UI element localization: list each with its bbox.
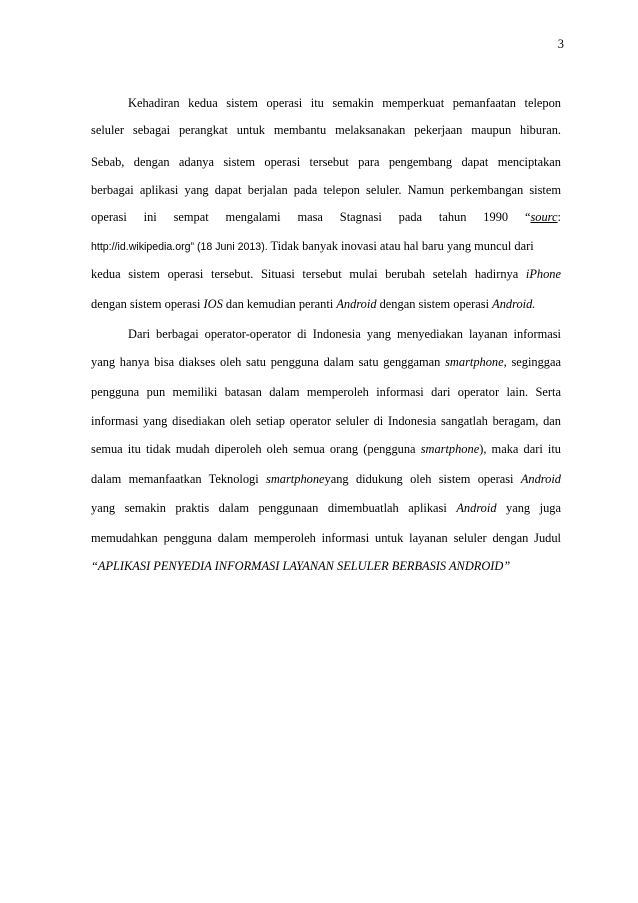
paragraph-1-line-4: berbagai aplikasi yang dapat berjalan pada telepon seluler. Namun perkembangan sistem xyxy=(91,183,561,197)
app-title-text: “APLIKASI PENYEDIA INFORMASI LAYANAN SELULER BERBASIS ANDROID” xyxy=(91,559,511,573)
line-8-text-a: dengan sistem operasi xyxy=(91,297,204,311)
smartphone-term: smartphone xyxy=(266,472,325,486)
android-term: Android xyxy=(456,501,497,515)
paragraph-2-line-7 xyxy=(91,500,561,516)
page-number: 3 xyxy=(557,37,564,51)
paragraph-2-line-8: memudahkan pengguna dalam memperoleh informasi untuk layanan seluler dengan Judul xyxy=(91,531,561,545)
paragraph-1-line-6 xyxy=(91,238,561,254)
iphone-term: iPhone xyxy=(525,267,561,281)
line-6-text-a: dalam memanfaatkan Teknologi xyxy=(91,472,267,486)
android-term: Android xyxy=(336,297,377,311)
line-7-text-a: yang semakin praktis dalam penggunaan dimembuatlah aplikasi xyxy=(91,501,457,515)
line-2-text-a: yang hanya bisa diakses oleh satu pengguna dalam satu genggaman xyxy=(91,355,446,369)
paragraph-1-line-1: Kehadiran kedua sistem operasi itu semakin memperkuat pemanfaatan telepon xyxy=(128,96,561,110)
line-2-text-b: , seginggaa xyxy=(503,355,561,369)
paragraph-1-line-3: Sebab, dengan adanya sistem operasi tersebut para pengembang dapat menciptakan xyxy=(91,155,561,169)
paragraph-2-line-4: informasi yang disediakan oleh setiap operator seluler di Indonesia sangatlah beragam, dan xyxy=(91,414,561,428)
line-5-text: operasi ini sempat mengalami masa Stagnasi pada tahun 1990 “ xyxy=(91,210,531,224)
paragraph-2-line-6 xyxy=(91,471,561,487)
line-8-text-b: dan kemudian peranti xyxy=(222,297,337,311)
paragraph-2-line-5 xyxy=(91,441,561,457)
android-term: Android xyxy=(520,472,561,486)
line-8-text-c: dengan sistem operasi xyxy=(376,297,493,311)
line-6-text: Tidak banyak inovasi atau hal baru yang muncul dari xyxy=(267,239,534,253)
paragraph-2-line-3: pengguna pun memiliki batasan dalam memperoleh informasi dari operator lain. Serta xyxy=(91,385,561,399)
paragraph-2-line-1: Dari berbagai operator-operator di Indonesia yang menyediakan layanan informasi xyxy=(128,327,561,341)
paragraph-1-line-5 xyxy=(91,209,561,225)
line-5-text-b: ), maka dari itu xyxy=(479,442,561,456)
line-7-text-b: yang juga xyxy=(496,501,561,515)
line-5-text-a: semua itu tidak mudah diperoleh oleh semua orang (pengguna xyxy=(91,442,421,456)
smartphone-term: smartphone xyxy=(420,442,480,456)
source-url[interactable]: http://id.wikipedia.org” (18 Juni 2013). xyxy=(91,241,268,253)
ios-term: IOS xyxy=(203,297,223,311)
paragraph-1-line-7 xyxy=(91,266,561,282)
android-term-end: Android. xyxy=(492,297,536,311)
line-7-text: kedua sistem operasi tersebut. Situasi tersebut mulai berubah setelah hadirnya xyxy=(91,267,526,281)
line-5-colon: : xyxy=(557,210,561,224)
paragraph-2-line-2 xyxy=(91,354,561,370)
paragraph-1-line-2: seluler sebagai perangkat untuk membantu melaksanakan pekerjaan maupun hiburan. xyxy=(91,123,561,137)
line-6-text-b: yang didukung oleh sistem operasi xyxy=(324,472,521,486)
app-title xyxy=(91,558,561,574)
source-link-text[interactable]: sourc xyxy=(530,210,558,224)
smartphone-term: smartphone xyxy=(445,355,504,369)
paragraph-1-line-8 xyxy=(91,296,561,312)
